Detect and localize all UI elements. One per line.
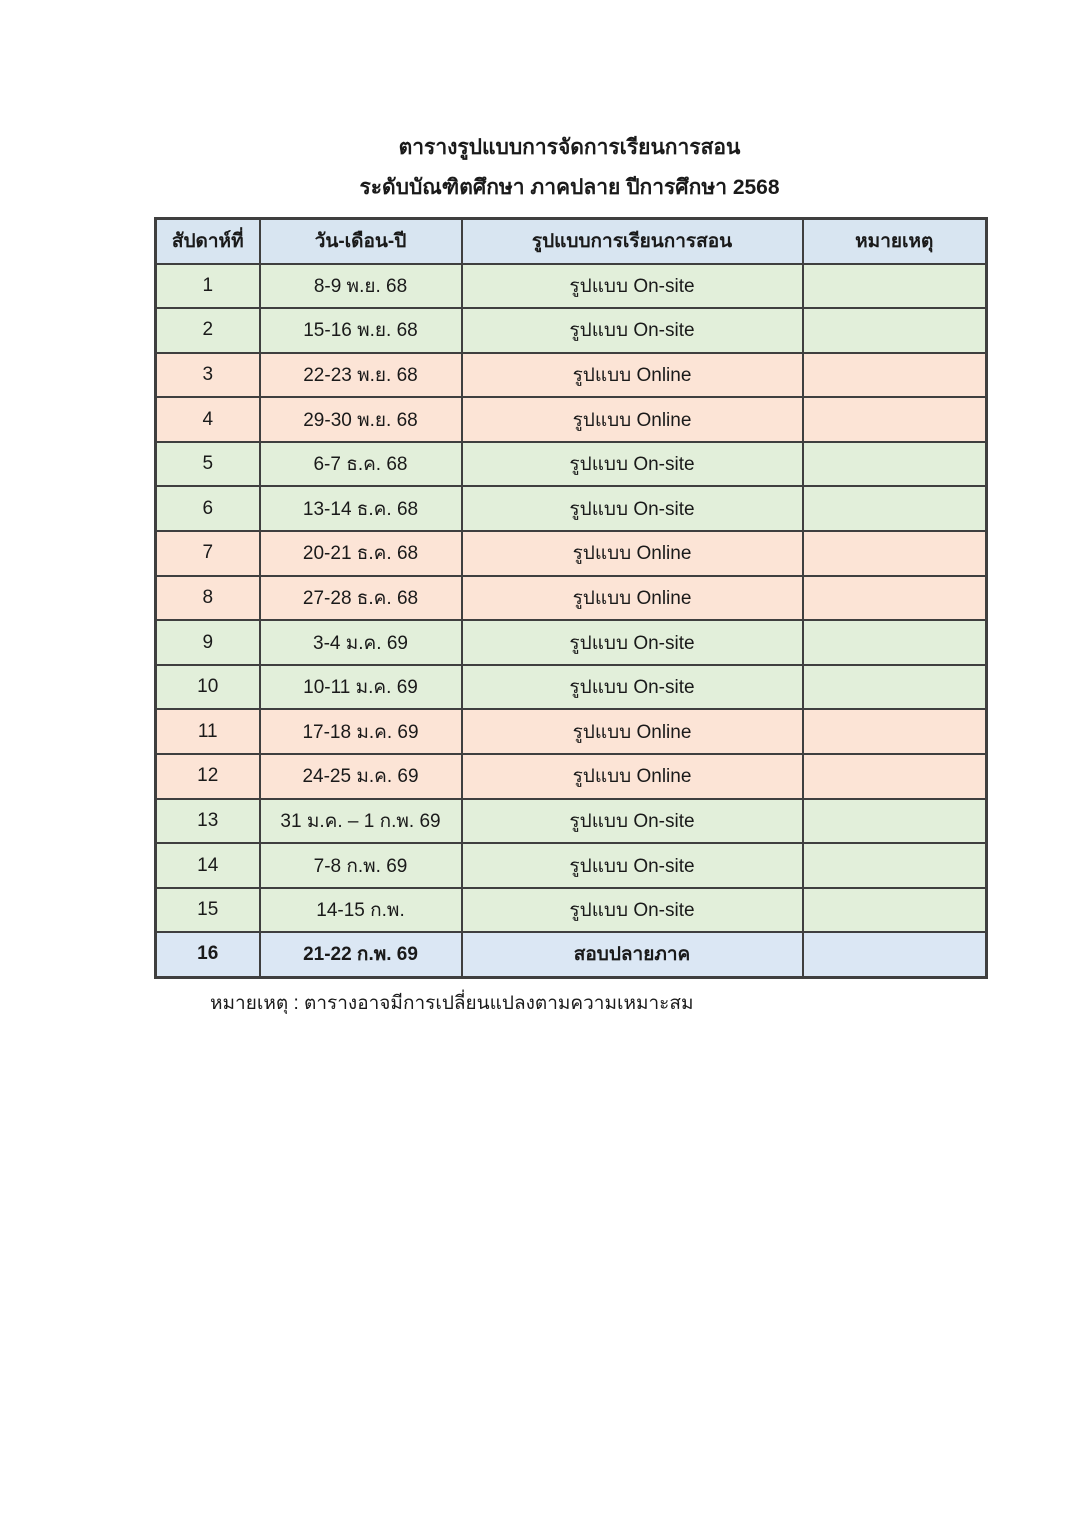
cell-date: 13-14 ธ.ค. 68: [260, 486, 462, 531]
header-cell-week: สัปดาห์ที่: [156, 219, 260, 264]
cell-date: 6-7 ธ.ค. 68: [260, 442, 462, 487]
cell-week: 13: [156, 799, 260, 844]
cell-format: รูปแบบ On-site: [462, 264, 803, 309]
cell-remark: [803, 665, 987, 710]
cell-date: 15-16 พ.ย. 68: [260, 308, 462, 353]
cell-date: 31 ม.ค. – 1 ก.พ. 69: [260, 799, 462, 844]
cell-date: 20-21 ธ.ค. 68: [260, 531, 462, 576]
cell-date: 21-22 ก.พ. 69: [260, 932, 462, 977]
cell-week: 16: [156, 932, 260, 977]
cell-remark: [803, 888, 987, 933]
cell-remark: [803, 799, 987, 844]
cell-week: 5: [156, 442, 260, 487]
cell-week: 14: [156, 843, 260, 888]
table-row: [156, 576, 987, 621]
table-row: [156, 264, 987, 309]
table-row: [156, 754, 987, 799]
table-row: [156, 843, 987, 888]
cell-remark: [803, 442, 987, 487]
cell-week: 15: [156, 888, 260, 933]
cell-remark: [803, 932, 987, 977]
table-row: [156, 932, 987, 977]
cell-remark: [803, 308, 987, 353]
table-row: [156, 308, 987, 353]
cell-format: รูปแบบ Online: [462, 709, 803, 754]
cell-week: 8: [156, 576, 260, 621]
cell-remark: [803, 531, 987, 576]
cell-remark: [803, 576, 987, 621]
cell-week: 10: [156, 665, 260, 710]
cell-date: 3-4 ม.ค. 69: [260, 620, 462, 665]
cell-format: รูปแบบ On-site: [462, 799, 803, 844]
cell-remark: [803, 620, 987, 665]
cell-date: 14-15 ก.พ.: [260, 888, 462, 933]
cell-format: รูปแบบ Online: [462, 576, 803, 621]
schedule-table: [154, 217, 988, 979]
cell-date: 10-11 ม.ค. 69: [260, 665, 462, 710]
cell-format: รูปแบบ On-site: [462, 843, 803, 888]
cell-week: 11: [156, 709, 260, 754]
cell-week: 9: [156, 620, 260, 665]
cell-week: 3: [156, 353, 260, 398]
cell-remark: [803, 353, 987, 398]
table-row: [156, 665, 987, 710]
cell-format: รูปแบบ On-site: [462, 486, 803, 531]
cell-format: รูปแบบ On-site: [462, 888, 803, 933]
title-line-2: ระดับบัณฑิตศึกษา ภาคปลาย ปีการศึกษา 2568: [359, 176, 780, 199]
schedule-table-body: [156, 264, 987, 978]
footnote: หมายเหตุ : ตารางอาจมีการเปลี่ยนแปลงตามความเหมาะสม: [210, 992, 694, 1014]
header-cell-remark: หมายเหตุ: [803, 219, 987, 264]
table-row: [156, 353, 987, 398]
header-cell-date: วัน-เดือน-ปี: [260, 219, 462, 264]
title-line-1: ตารางรูปแบบการจัดการเรียนการสอน: [398, 136, 741, 159]
cell-week: 6: [156, 486, 260, 531]
document-title: [154, 0, 985, 208]
table-row: [156, 799, 987, 844]
table-row: [156, 620, 987, 665]
cell-remark: [803, 843, 987, 888]
table-row: [156, 442, 987, 487]
table-row: [156, 709, 987, 754]
cell-format: รูปแบบ Online: [462, 531, 803, 576]
cell-date: 27-28 ธ.ค. 68: [260, 576, 462, 621]
cell-date: 22-23 พ.ย. 68: [260, 353, 462, 398]
cell-remark: [803, 754, 987, 799]
cell-week: 1: [156, 264, 260, 309]
cell-date: 29-30 พ.ย. 68: [260, 397, 462, 442]
table-row: [156, 888, 987, 933]
cell-date: 17-18 ม.ค. 69: [260, 709, 462, 754]
cell-format: รูปแบบ Online: [462, 754, 803, 799]
cell-remark: [803, 397, 987, 442]
cell-format: รูปแบบ On-site: [462, 665, 803, 710]
table-row: [156, 531, 987, 576]
cell-format: รูปแบบ Online: [462, 353, 803, 398]
cell-date: 8-9 พ.ย. 68: [260, 264, 462, 309]
cell-week: 7: [156, 531, 260, 576]
cell-format: รูปแบบ On-site: [462, 442, 803, 487]
cell-format: รูปแบบ On-site: [462, 308, 803, 353]
cell-week: 4: [156, 397, 260, 442]
cell-remark: [803, 709, 987, 754]
cell-week: 2: [156, 308, 260, 353]
cell-format: สอบปลายภาค: [462, 932, 803, 977]
table-row: [156, 486, 987, 531]
cell-week: 12: [156, 754, 260, 799]
page-content: [154, 0, 985, 1018]
cell-date: 7-8 ก.พ. 69: [260, 843, 462, 888]
cell-date: 24-25 ม.ค. 69: [260, 754, 462, 799]
header-row: [156, 219, 987, 264]
cell-remark: [803, 486, 987, 531]
table-row: [156, 397, 987, 442]
cell-format: รูปแบบ On-site: [462, 620, 803, 665]
cell-format: รูปแบบ Online: [462, 397, 803, 442]
header-cell-format: รูปแบบการเรียนการสอน: [462, 219, 803, 264]
cell-remark: [803, 264, 987, 309]
